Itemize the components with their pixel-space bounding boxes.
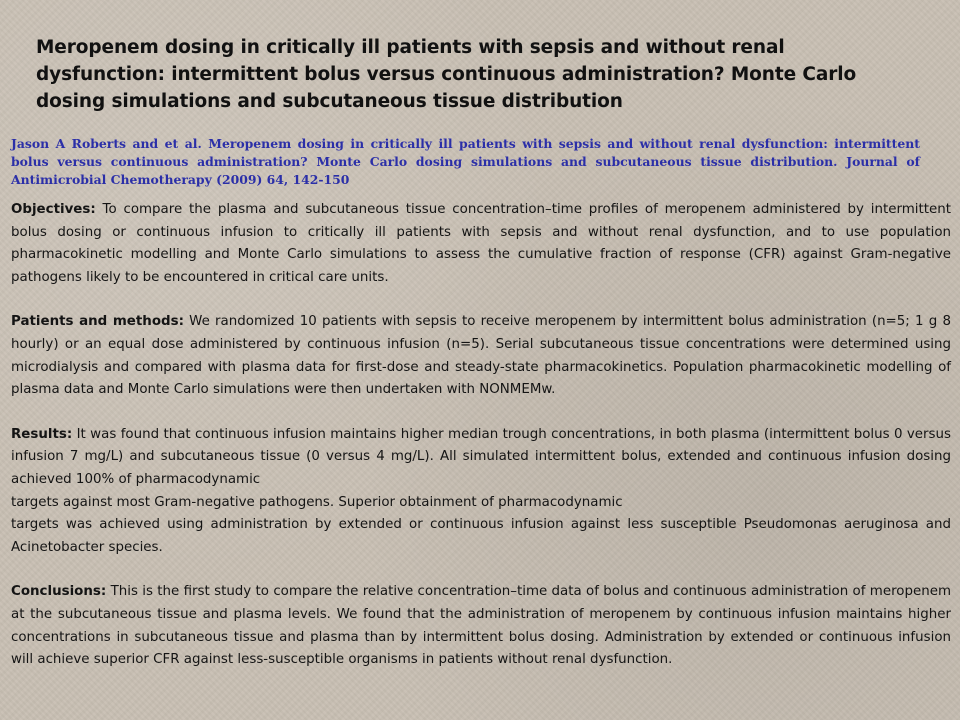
slide-title: Meropenem dosing in critically ill patients with sepsis and without renal dysfunction: intermittent bolus versus continuous administration? Monte Carlo dosing simulations and subcutaneous tissue distribution — [36, 37, 857, 112]
conclusions-paragraph — [11, 581, 951, 671]
results-part-1 — [11, 424, 951, 492]
abstract-body — [11, 199, 951, 694]
citation: Jason A Roberts and et al. Meropenem dosing in critically ill patients with sepsis and without renal dysfunction: intermittent bolus versus continuous administration? Monte Carlo dosing simulations and subcutaneous tissue distribution. Journal of Antimicrobial Chemotherapy (2009) 64, 142-150 — [11, 136, 920, 187]
results-part-3: targets was achieved using administration by extended or continuous infusion against less susceptible Pseudomonas aeruginosa and Acinetobacter species. — [11, 517, 951, 555]
conclusions-text: This is the first study to compare the relative concentration–time data of bolus and continuous administration of meropenem at the subcutaneous tissue and plasma levels. We found that the administration of meropenem by continuous infusion maintains higher concentrations in subcutaneous tissue and plasma than by intermittent bolus dosing. Administration by extended or continuous infusion will achieve superior CFR against less-susceptible organisms in patients without renal dysfunction. — [11, 584, 951, 668]
methods-text: We randomized 10 patients with sepsis to receive meropenem by intermittent bolus administration (n=5; 1 g 8 hourly) or an equal dose administered by continuous infusion (n=5). Serial subcutaneous tissue concentrations were determined using microdialysis and compared with plasma data for first-dose and steady-state pharmacokinetics. Population pharmacokinetic modelling of plasma data and Monte Carlo simulations were then undertaken with NONMEMw. — [11, 314, 951, 398]
methods-paragraph — [11, 311, 951, 401]
results-heading: Results: — [11, 426, 73, 442]
objectives-heading: Objectives: — [11, 202, 96, 217]
results-paragraph — [11, 424, 951, 560]
results-part-2: targets against most Gram-negative pathogens. Superior obtainment of pharmacodynamic — [11, 494, 623, 510]
conclusions-heading: Conclusions: — [11, 584, 107, 600]
objectives-text: To compare the plasma and subcutaneous tissue concentration–time profiles of meropenem administered by intermittent bolus dosing or continuous infusion to critically ill patients with sepsis and without renal dysfunction, and to use population pharmacokinetic modelling and Monte Carlo simulations to assess the cumulative fraction of response (CFR) against Gram-negative pathogens likely to be encountered in critical care units. — [11, 202, 951, 285]
objectives-paragraph — [11, 199, 951, 289]
methods-heading: Patients and methods: — [11, 314, 184, 330]
results-text-1: It was found that continuous infusion maintains higher median trough concentrations, in both plasma (intermittent bolus 0 versus infusion 7 mg/L) and subcutaneous tissue (0 versus 4 mg/L). All simulated intermittent bolus, extended and continuous infusion dosing achieved 100% of pharmacodynamic — [11, 426, 951, 487]
